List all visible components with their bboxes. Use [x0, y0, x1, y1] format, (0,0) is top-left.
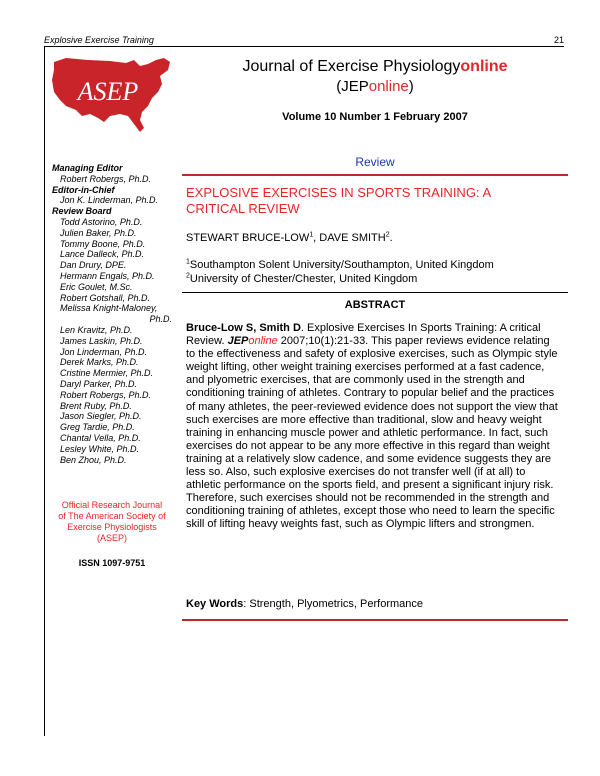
managing-editor-label: Managing Editor: [52, 163, 123, 173]
official-line: Official Research Journal: [61, 500, 163, 510]
running-title: Explosive Exercise Training: [44, 35, 154, 45]
affiliation-1: $^1$Southampton Solent University/Southampton, United Kingdom: [186, 258, 494, 271]
managing-editor-name: Robert Robergs, Ph.D.: [60, 173, 152, 184]
page-number: 21: [553, 35, 564, 45]
board-member: Lance Dalleck, Ph.D.: [60, 249, 145, 260]
keywords-rule: [182, 619, 568, 621]
official-line: Exercise Physiologists: [67, 522, 157, 532]
abstract-heading: ABSTRACT: [344, 299, 406, 311]
board-member: Daryl Parker, Ph.D.: [60, 378, 138, 389]
sidebar-rule: [44, 46, 45, 736]
board-member: Chantal Vella, Ph.D.: [60, 432, 141, 443]
journal-title: Journal of Exercise Physiologyonline: [242, 58, 508, 75]
asep-logo: [48, 54, 176, 134]
official-journal-note: [52, 500, 172, 544]
board-member: Jon Linderman, Ph.D.: [60, 346, 148, 357]
board-member: James Laskin, Ph.D.: [60, 335, 143, 346]
editor-in-chief-name: Jon K. Linderman, Ph.D.: [60, 195, 159, 206]
board-member: Derek Marks, Ph.D.: [60, 357, 139, 368]
board-member: Melissa Knight-Maloney,: [60, 303, 158, 314]
header-rule: [44, 46, 564, 47]
board-member: Dan Drury, DPE.: [60, 260, 127, 271]
section-label: Review: [355, 155, 395, 169]
section-rule: [182, 174, 568, 176]
volume-info: Volume 10 Number 1 February 2007: [282, 111, 468, 123]
board-member: Greg Tardie, Ph.D.: [60, 422, 135, 433]
board-member: Todd Astorino, Ph.D.: [60, 216, 143, 227]
affiliation-2: $^2$University of Chester/Chester, United Kingdom: [186, 272, 418, 285]
editor-in-chief-label: Editor-in-Chief: [52, 184, 115, 195]
journal-abbreviation: (JEPonline): [336, 78, 414, 95]
author-list: STEWART BRUCE-LOW$^1$, DAVE SMITH$^2$.: [186, 231, 393, 244]
board-member: Robert Robergs, Ph.D.: [60, 389, 152, 400]
keywords: Key Words: Strength, Plyometrics, Performance: [186, 598, 423, 610]
board-member: Julien Baker, Ph.D.: [60, 227, 137, 238]
board-member: Robert Gotshall, Ph.D.: [60, 292, 151, 303]
article-title-line: CRITICAL REVIEW: [186, 201, 300, 216]
official-line: (ASEP): [96, 533, 127, 543]
board-member-degree: Ph.D.: [149, 314, 172, 325]
abstract-text: Bruce-Low S, Smith D. Explosive Exercises In Sports Training: A critical Review. JEPonline 2007;10(1):21-33. This paper reviews evidence relating to the effectiveness and safety of explosive exercises, such as Olympic style weight lifting, other weight training exercises performed at a fast cadence, and plyometric exercises, that are commonly used in the strength and conditioning training of athletes. Contrary to popular belief and the practices of many athletes, the peer-reviewed evidence does not support the view that such exercises are more effective than traditional, slow and heavy weight training in enhancing muscle power and athletic performance. In fact, such exercises do not appear to be any more effective in this regard than weight training at a relatively slow cadence, and some evidence suggests they are less so. Also, such explosive exercises do not transfer well (if at all) to athletic performance on the sports field, and present a significant injury risk. Therefore, such exercises should not be recommended in the strength and conditioning training of athletes, except those who need to learn the specific skill of lifting heavy weights fast, such as Olympic lifters and strongmen.: [186, 322, 558, 531]
article-title-line: EXPLOSIVE EXERCISES IN SPORTS TRAINING: A: [186, 185, 492, 200]
board-member: Brent Ruby, Ph.D.: [60, 400, 132, 411]
board-member: Ben Zhou, Ph.D.: [60, 454, 127, 465]
editorial-board: [52, 163, 172, 465]
board-member: Eric Goulet, M.Sc.: [60, 281, 133, 292]
issn: ISSN 1097-9751: [78, 558, 146, 568]
board-member: Tommy Boone, Ph.D.: [60, 238, 146, 249]
logo-text: ASEP: [77, 77, 139, 106]
board-member: Jason Siegler, Ph.D.: [60, 411, 142, 422]
article-title: [186, 185, 556, 217]
review-board-label: Review Board: [52, 206, 112, 217]
board-member: Lesley White, Ph.D.: [60, 443, 140, 454]
board-member: Cristine Mermier, Ph.D.: [60, 368, 154, 379]
abstract-rule: [182, 292, 568, 293]
board-member: Len Kravitz, Ph.D.: [60, 324, 133, 335]
board-member: Hermann Engals, Ph.D.: [60, 270, 155, 281]
affiliations: [186, 258, 494, 286]
official-line: of The American Society of: [58, 511, 166, 521]
